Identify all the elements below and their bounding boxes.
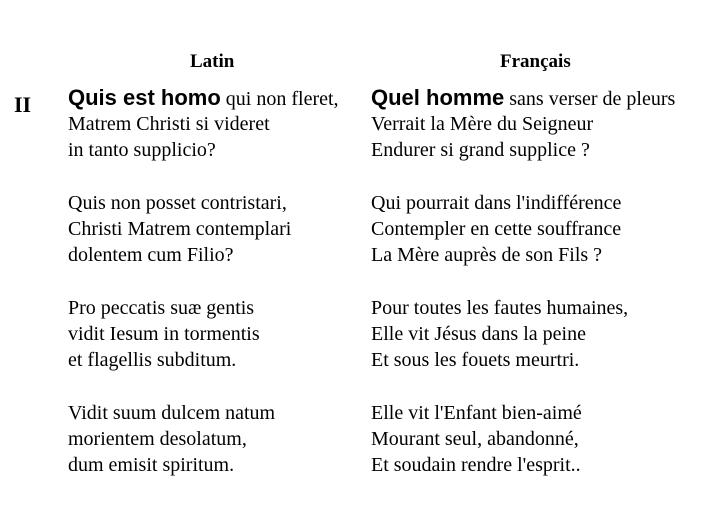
- verse-line: Quis non posset contristari,: [68, 192, 287, 214]
- french-column: [371, 85, 675, 505]
- verse-line: Qui pourrait dans l'indifférence: [371, 192, 622, 214]
- verse-line: et flagellis subditum.: [68, 349, 237, 371]
- verse-line: in tanto supplicio?: [68, 139, 216, 161]
- french-stanza-2: [371, 190, 675, 268]
- verse-incipit: Quel homme: [371, 85, 505, 110]
- verse-line-rest: sans verser de pleurs: [504, 88, 676, 110]
- verse-incipit: Quis est homo: [68, 85, 221, 110]
- verse-line: Elle vit l'Enfant bien-aimé: [371, 402, 582, 424]
- verse-line: Et sous les fouets meurtri.: [371, 349, 580, 371]
- verse-line: Endurer si grand supplice ?: [371, 139, 590, 161]
- verse-line: La Mère auprès de son Fils ?: [371, 244, 603, 266]
- french-stanza-4: [371, 400, 675, 478]
- verse-line: dum emisit spiritum.: [68, 454, 235, 476]
- verse-line: Vidit suum dulcem natum: [68, 402, 276, 424]
- latin-stanza-1: [68, 85, 339, 163]
- verse-line: Elle vit Jésus dans la peine: [371, 323, 586, 345]
- verse-line: dolentem cum Filio?: [68, 244, 234, 266]
- header-french: Français: [500, 51, 571, 72]
- header-latin: Latin: [190, 51, 235, 72]
- latin-stanza-4: [68, 400, 339, 478]
- section-number: II: [14, 92, 32, 117]
- verse-line: Contempler en cette souffrance: [371, 218, 622, 240]
- verse-line: Pour toutes les fautes humaines,: [371, 297, 629, 319]
- verse-line: Mourant seul, abandonné,: [371, 428, 579, 450]
- latin-stanza-3: [68, 295, 339, 373]
- verse-line: Matrem Christi si videret: [68, 113, 270, 135]
- verse-line: [371, 85, 675, 111]
- latin-stanza-2: [68, 190, 339, 268]
- latin-column: [68, 85, 339, 505]
- verse-line: Et soudain rendre l'esprit..: [371, 454, 581, 476]
- verse-line: Christi Matrem contemplari: [68, 218, 292, 240]
- verse-line: Verrait la Mère du Seigneur: [371, 113, 594, 135]
- french-stanza-1: [371, 85, 675, 163]
- verse-line: [68, 85, 339, 111]
- french-stanza-3: [371, 295, 675, 373]
- verse-line: morientem desolatum,: [68, 428, 247, 450]
- verse-line: Pro peccatis suæ gentis: [68, 297, 255, 319]
- verse-line-rest: qui non fleret,: [220, 88, 339, 110]
- verse-line: vidit Iesum in tormentis: [68, 323, 260, 345]
